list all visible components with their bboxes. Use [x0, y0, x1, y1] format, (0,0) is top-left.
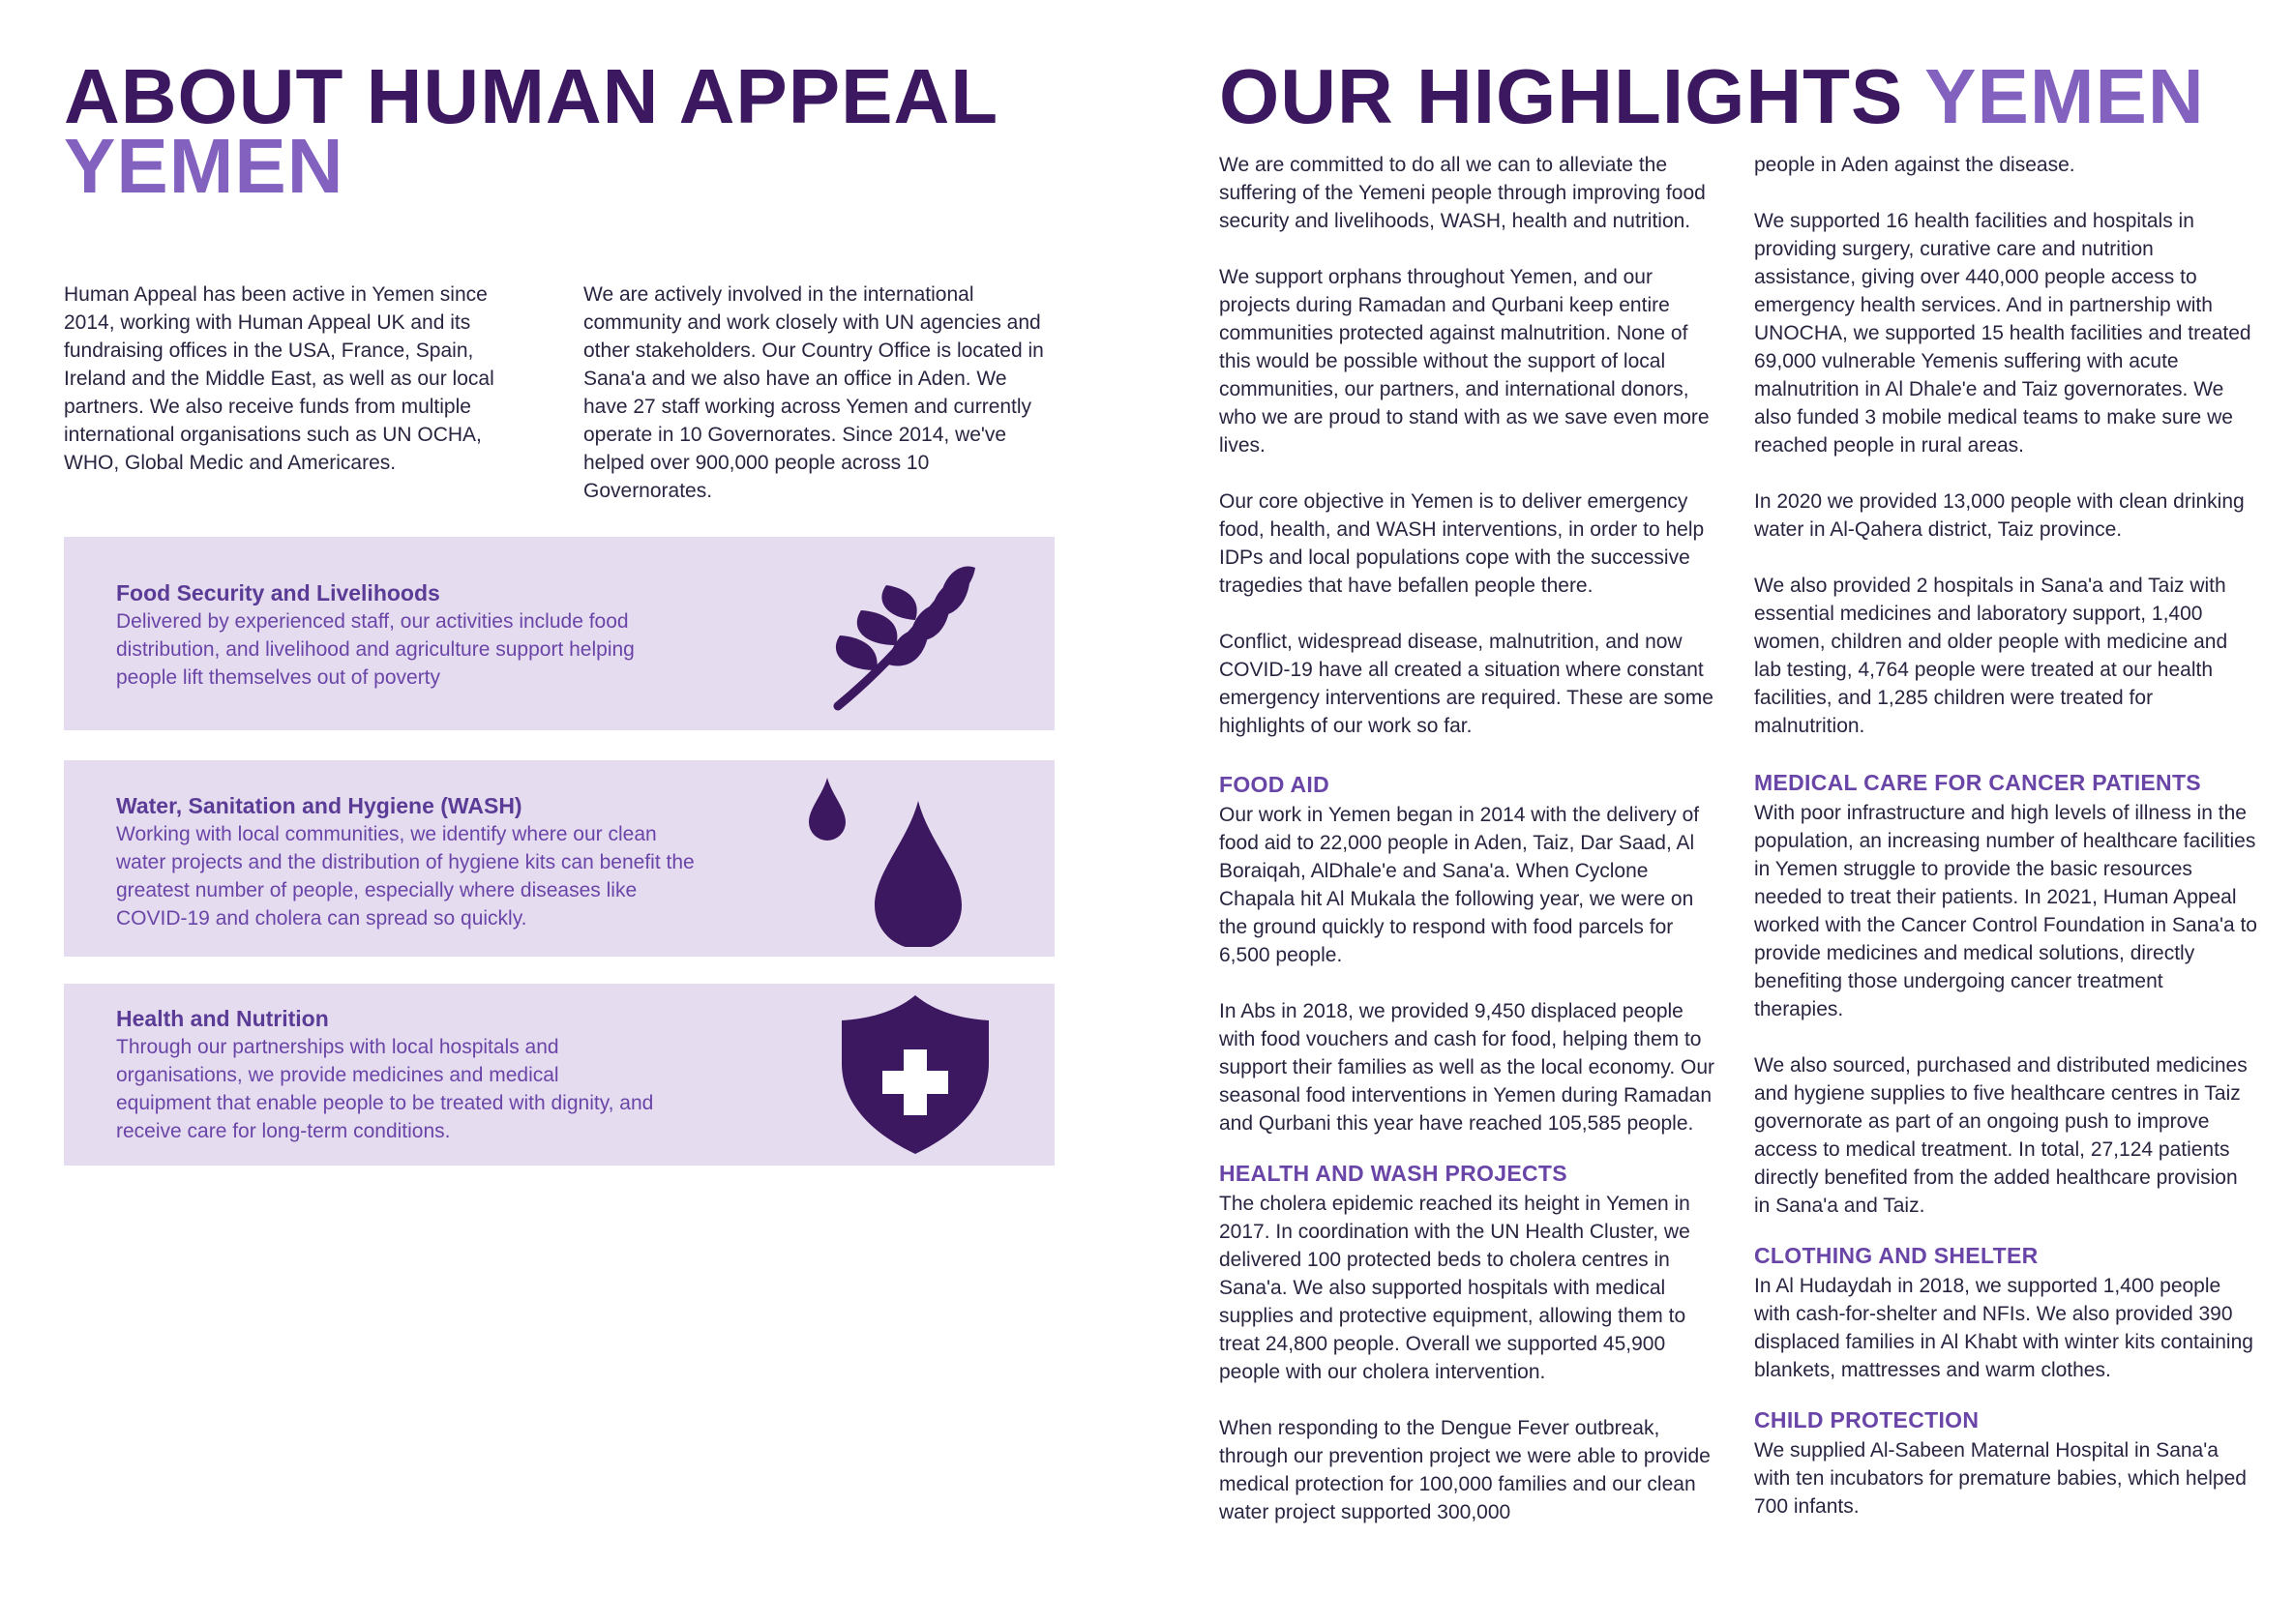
conflict-paragraph: Conflict, widespread disease, malnutrition, and now COVID-19 have all created a situation where constant emergency interventions are required. These are some highlights of our work so far.: [1219, 631, 1713, 737]
right-title-accent: YEMEN: [1924, 53, 2205, 139]
card-title: Health and Nutrition: [116, 1006, 329, 1031]
highlights-intro-paragraph: We are committed to do all we can to alleviate the suffering of the Yemeni people through improving food security and livelihoods, WASH, health and nutrition.: [1219, 154, 1706, 232]
card-health-nutrition: [64, 984, 1055, 1166]
cancer-care-heading: MEDICAL CARE FOR CANCER PATIENTS: [1754, 770, 2201, 795]
card-food-security: [64, 537, 1055, 730]
child-protection-paragraph: We supplied Al-Sabeen Maternal Hospital in Sana'a with ten incubators for premature babies, which helped 700 infants.: [1754, 1439, 2247, 1518]
intro-paragraph-2: We are actively involved in the international community and work closely with UN agencies and other stakeholders. Our Country Office is located in Sana'a and we also have an office in Aden. We have 27 staff working across Yemen and currently operate in 10 Governorates. Since 2014, we've helped over 900,000 people across 10 Governorates.: [583, 283, 1044, 502]
health-wash-heading: HEALTH AND WASH PROJECTS: [1219, 1161, 1567, 1186]
aden-continuation-paragraph: people in Aden against the disease.: [1754, 154, 2075, 176]
card-title: Water, Sanitation and Hygiene (WASH): [116, 793, 522, 818]
hospitals-support-paragraph: We also provided 2 hospitals in Sana'a and Taiz with essential medicines and laboratory support, 1,400 women, children and older people with medicine and lab testing, 4,764 people were treated at our health facilities, and 1,285 children were treated for malnutrition.: [1754, 575, 2228, 737]
right-column-2: [1754, 151, 2257, 1549]
card-title: Food Security and Livelihoods: [116, 580, 440, 605]
card-text: Through our partnerships with local hospitals and organisations, we provide medicines and medical equipment that enable people to be treated with dignity, and receive care for long-term conditions.: [116, 1036, 654, 1142]
health-wash-paragraph-2: When responding to the Dengue Fever outbreak, through our prevention project we were able to provide medical protection for 100,000 families and our clean water project supported 300,000: [1219, 1417, 1711, 1523]
health-facilities-paragraph: We supported 16 health facilities and hospitals in providing surgery, curative care and nutrition assistance, giving over 440,000 people access to emergency health services. And in partnership with UNOCHA, we supported 15 health facilities and treated 69,000 vulnerable Yemenis suffering with acute malnutrition in Al Dhale'e and Taiz governorates. We also funded 3 mobile medical teams to make sure we reached people in rural areas.: [1754, 210, 2251, 457]
card-text: Delivered by experienced staff, our activities include food distribution, and livelihood and agriculture support helping people lift themselves out of poverty: [116, 610, 635, 689]
right-column-1: [1219, 151, 1722, 1554]
child-protection-heading: CHILD PROTECTION: [1754, 1407, 1980, 1432]
cancer-care-paragraph-2: We also sourced, purchased and distributed medicines and hygiene supplies to five healthcare centres in Taiz governorate as part of an ongoing push to improve access to medical treatment. In total, 27,124 patients directly benefited from the added healthcare provision in Sana'a and Taiz.: [1754, 1054, 2248, 1217]
food-aid-paragraph-1: Our work in Yemen began in 2014 with the delivery of food aid to 22,000 people in Aden, Taiz, Dar Saad, Al Boraiqah, AlDhale'e and Sana'a. When Cyclone Chapala hit Al Mukala the following year, we were on the ground quickly to respond with food parcels for 6,500 people.: [1219, 804, 1700, 966]
card-wash: [64, 760, 1055, 957]
core-objective-paragraph: Our core objective in Yemen is to deliver emergency food, health, and WASH interventions, in order to help IDPs and local populations cope with the successive tragedies that have befallen people there.: [1219, 490, 1705, 597]
food-aid-paragraph-2: In Abs in 2018, we provided 9,450 displaced people with food vouchers and cash for food, helping them to support their families as well as the local economy. Our seasonal food interventions in Yemen during Ramadan and Qurbani this year have reached 105,585 people.: [1219, 1000, 1714, 1135]
left-title-line2: YEMEN: [64, 123, 344, 209]
clean-water-paragraph: In 2020 we provided 13,000 people with clean drinking water in Al-Qahera district, Taiz province.: [1754, 490, 2245, 541]
right-title-dark: OUR HIGHLIGHTS: [1219, 53, 1904, 139]
clothing-shelter-paragraph: In Al Hudaydah in 2018, we supported 1,400 people with cash-for-shelter and NFIs. We also provided 390 displaced families in Al Khabt with winter kits containing blankets, mattresses and warm clothes.: [1754, 1275, 2253, 1381]
orphans-paragraph: We support orphans throughout Yemen, and our projects during Ramadan and Qurbani keep entire communities protected against malnutrition. None of this would be possible without the support of local communities, our partners, and international donors, who we are proud to stand with as we save even more lives.: [1219, 266, 1710, 457]
water-drops-icon: [799, 778, 1041, 947]
health-wash-paragraph-1: The cholera epidemic reached its height in Yemen in 2017. In coordination with the UN Health Cluster, we delivered 100 protected beds to cholera centres in Sana'a. We also supported hospitals with medical supplies and protective equipment, allowing them to treat 24,800 people. Overall we supported 45,900 people with our cholera intervention.: [1219, 1193, 1690, 1383]
wheat-icon: [799, 556, 1041, 716]
food-aid-heading: FOOD AID: [1219, 772, 1329, 797]
left-page-title: [64, 53, 999, 209]
right-page-title: [1219, 53, 2205, 139]
card-text: Working with local communities, we identify where our clean water projects and the distribution of hygiene kits can benefit the greatest number of people, especially where diseases like COVID-19 and cholera can spread so quickly.: [116, 823, 695, 930]
left-title-line1: ABOUT HUMAN APPEAL: [64, 53, 999, 139]
cancer-care-paragraph-1: With poor infrastructure and high levels of illness in the population, an increasing number of healthcare facilities in Yemen struggle to provide the basic resources needed to treat their patients. In 2021, Human Appeal worked with the Cancer Control Foundation in Sana'a to provide medicines and medical solutions, directly benefiting those undergoing cancer treatment therapies.: [1754, 802, 2257, 1020]
clothing-shelter-heading: CLOTHING AND SHELTER: [1754, 1243, 2039, 1268]
intro-paragraph-1: Human Appeal has been active in Yemen since 2014, working with Human Appeal UK and its fundraising offices in the USA, France, Spain, Ireland and the Middle East, as well as our local partners. We also receive funds from multiple international organisations such as UN OCHA, WHO, Global Medic and Americares.: [64, 283, 494, 474]
medical-shield-icon: [809, 991, 1022, 1161]
